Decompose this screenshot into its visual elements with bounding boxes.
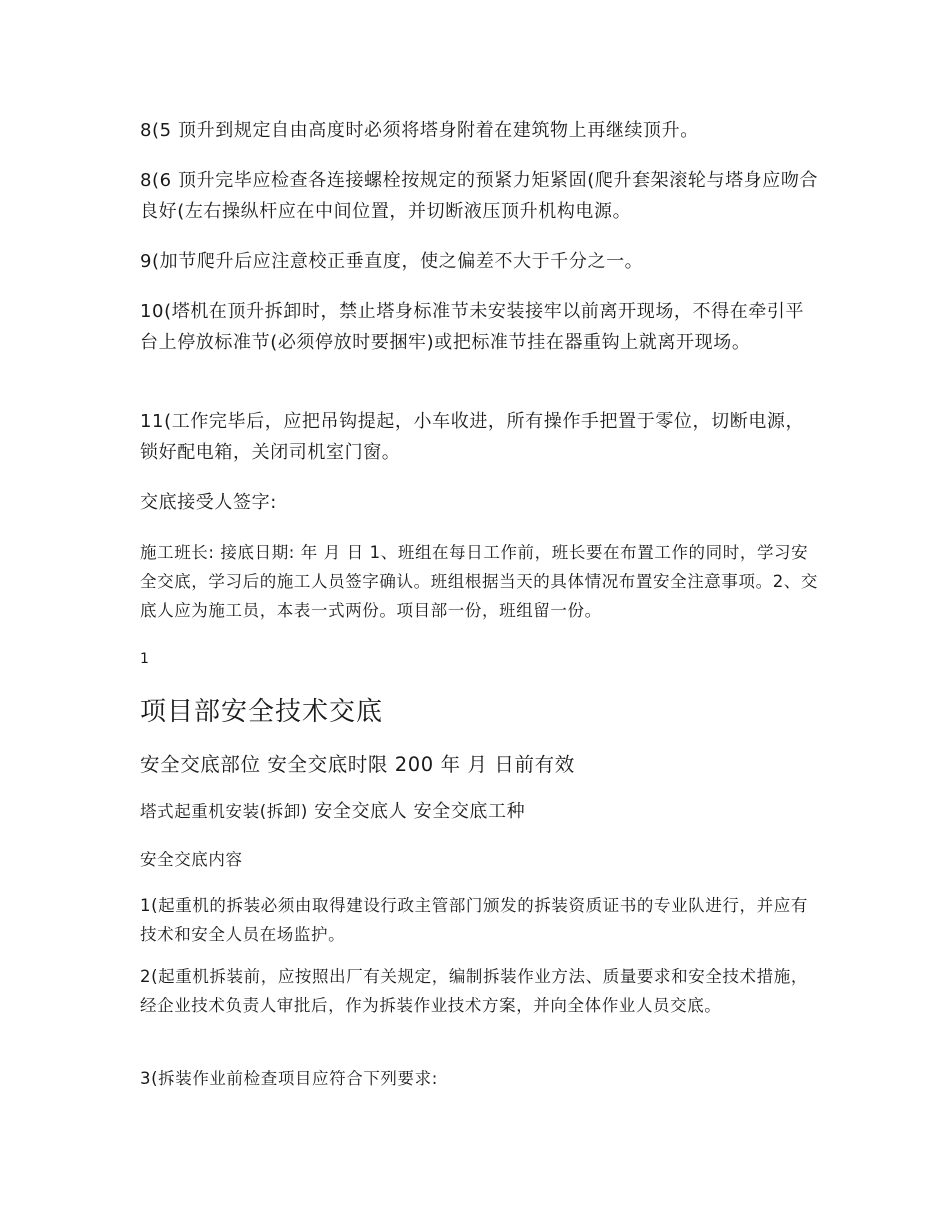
info-line-2-rest: 安全交底人 安全交底工种 <box>307 801 526 822</box>
section-title: 项目部安全技术交底 <box>140 697 384 727</box>
paragraph-b2: 2(起重机拆装前，应按照出厂有关规定，编制拆装作业方法、质量要求和安全技术措施，经企业技术负责人审批后，作为拆装作业技术方案，并向全体作业人员交底。 <box>140 967 808 1015</box>
paragraph-10: 10(塔机在顶升拆卸时，禁止塔身标准节未安装接牢以前离开现场，不得在牵引平台上停放标准节(必须停放时要捆牢)或把标准节挂在器重钩上就离开现场。 <box>140 301 805 353</box>
paragraph-8-6: 8(6 顶升完毕应检查各连接螺栓按规定的预紧力矩紧固(爬升套架滚轮与塔身应吻合良好(左右操纵杆应在中间位置，并切断液压顶升机构电源。 <box>140 170 819 222</box>
paragraph-b3: 3(拆装作业前检查项目应符合下列要求: <box>140 1069 438 1088</box>
paragraph-11: 11(工作完毕后，应把吊钩提起，小车收进，所有操作手把置于零位，切断电源，锁好配电箱，关闭司机室门窗。 <box>140 411 805 463</box>
paragraph-b1: 1(起重机的拆装必须由取得建设行政主管部门颁发的拆装资质证书的专业队进行，并应有技术和安全人员在场监护。 <box>140 896 808 944</box>
info-line-2-project: 塔式起重机安装(拆卸) <box>140 802 308 821</box>
content-label: 安全交底内容 <box>140 850 243 869</box>
page-number: 1 <box>140 651 150 667</box>
info-line-2 <box>140 796 820 827</box>
info-line-1: 安全交底部位 安全交底时限 200 年 月 日前有效 <box>140 753 575 776</box>
paragraph-9: 9(加节爬升后应注意校正垂直度，使之偏差不大于千分之一。 <box>140 251 644 272</box>
signature-label: 交底接受人签字: <box>140 492 277 513</box>
notes-paragraph: 施工班长: 接底日期: 年 月 日 1、班组在每日工作前，班长要在布置工作的同时，学习安全交底，学习后的施工人员签字确认。班组根据当天的具体情况布置安全注意事项。2、交底人应为施工员，本表一式两份。项目部一份，班组留一份。 <box>140 543 818 620</box>
paragraph-8-5: 8(5 顶升到规定自由高度时必须将塔身附着在建筑物上再继续顶升。 <box>140 120 699 141</box>
